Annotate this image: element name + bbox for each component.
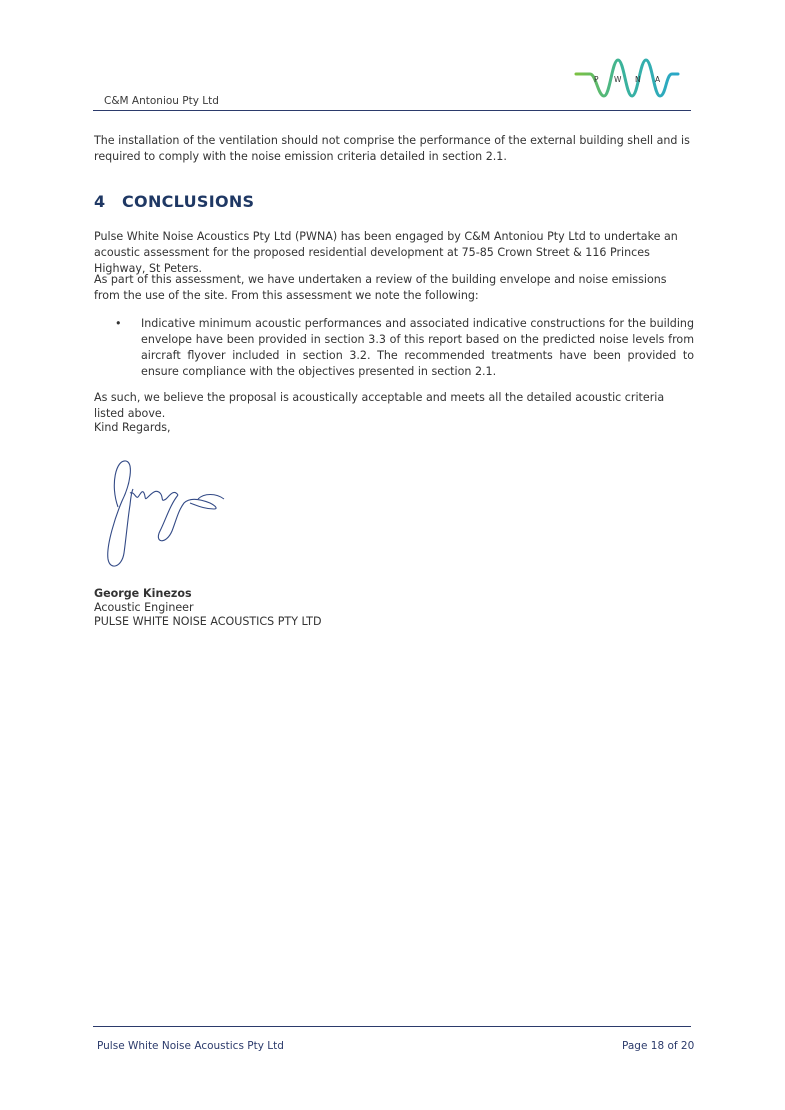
section-heading xyxy=(94,192,254,211)
list-item xyxy=(94,316,694,380)
findings-list xyxy=(94,316,694,380)
signatory-company: PULSE WHITE NOISE ACOUSTICS PTY LTD xyxy=(94,615,322,628)
signatory-title: Acoustic Engineer xyxy=(94,601,194,614)
pwna-logo-graphic xyxy=(574,52,680,104)
footer-company-name: Pulse White Noise Acoustics Pty Ltd xyxy=(97,1040,284,1052)
logo-letter-n: N xyxy=(635,75,641,84)
paragraph-assessment: As part of this assessment, we have undertaken a review of the building envelope and noise emissions from the use of the site. From this assessment we note the following: xyxy=(94,273,667,302)
header-divider xyxy=(93,110,691,111)
section-number: 4 xyxy=(94,192,106,211)
page-number: Page 18 of 20 xyxy=(622,1040,695,1052)
handwritten-signature xyxy=(100,455,225,573)
pwna-logo xyxy=(574,52,680,104)
intro-paragraph: The installation of the ventilation should not comprise the performance of the external building shell and is required to comply with the noise emission criteria detailed in section 2.1. xyxy=(94,134,690,163)
closing-salutation: Kind Regards, xyxy=(94,421,171,434)
logo-letter-w: W xyxy=(614,75,622,84)
footer-divider xyxy=(93,1026,691,1027)
logo-letter-p: P xyxy=(594,75,599,84)
paragraph-conclusion: As such, we believe the proposal is acoustically acceptable and meets all the detailed acoustic criteria listed above. xyxy=(94,391,665,420)
signatory-name: George Kinezos xyxy=(94,587,192,600)
list-item-text: Indicative minimum acoustic performances and associated indicative constructions for the building envelope have been provided in section 3.3 of this report based on the predicted noise levels from aircraft flyover included in section 3.2. The recommended treatments have been provided to ensure compliance with the objectives presented in section 2.1. xyxy=(141,317,694,378)
logo-letter-a: A xyxy=(655,75,661,84)
paragraph-engagement: Pulse White Noise Acoustics Pty Ltd (PWNA) has been engaged by C&M Antoniou Pty Ltd to undertake an acoustic assessment for the proposed residential development at 75-85 Crown Street & 116 Princes Highway, St Peters. xyxy=(94,230,678,275)
section-title: CONCLUSIONS xyxy=(122,192,255,211)
header-company-name: C&M Antoniou Pty Ltd xyxy=(104,95,219,107)
bullet-icon: • xyxy=(115,317,122,330)
